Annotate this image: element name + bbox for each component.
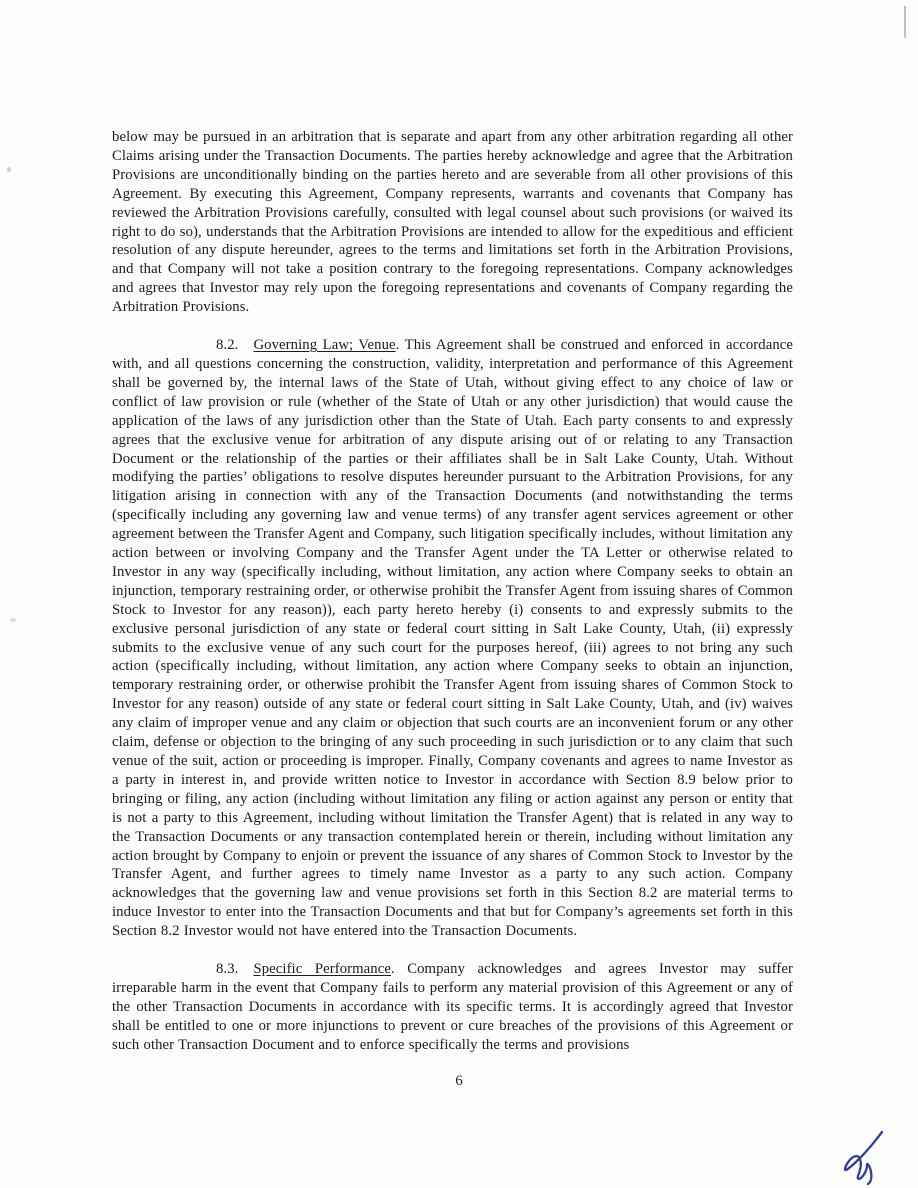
paragraph-section-8-2: [112, 336, 793, 941]
paragraph-body: below may be pursued in an arbitration that is separate and apart from any other arbitration regarding all other Claims arising under the Transaction Documents. The parties hereby acknowledge and agree that the Arbitration Provisions are unconditionally binding on the parties hereto and are severable from all other provisions of this Agreement. By executing this Agreement, Company represents, warrants and covenants that Company has reviewed the Arbitration Provisions carefully, consulted with legal counsel about such provisions (or waived its right to do so), understands that the Arbitration Provisions are intended to allow for the expeditious and efficient resolution of any dispute hereunder, agrees to the terms and limitations set forth in the Arbitration Provisions, and that Company will not take a position contrary to the foregoing representations. Company acknowledges and agrees that Investor may rely upon the foregoing representations and covenants of Company regarding the Arbitration Provisions.: [112, 129, 793, 316]
scan-artifact-line: [904, 6, 906, 38]
body-text-block: [112, 128, 793, 1055]
paragraph-body: . Company acknowledges and agrees Investor may suffer irreparable harm in the event that Company fails to perform any material provision of this Agreement or any of the other Transaction Documents in accordance with its specific terms. It is accordingly agreed that Investor shall be entitled to one or more injunctions to prevent or cure breaches of the provisions of this Agreement or such other Transaction Document and to enforce specifically the terms and provisions: [112, 961, 793, 1053]
section-number: 8.2.: [216, 337, 239, 354]
section-number: 8.3.: [216, 961, 239, 978]
paragraph-arbitration-continuation: [112, 128, 793, 317]
scan-artifact-speck: [7, 167, 11, 172]
section-heading-specific-performance: Specific Performance: [253, 961, 391, 978]
handwritten-initials: [838, 1128, 890, 1186]
page-number: 6: [455, 1073, 463, 1089]
paragraph-body: . This Agreement shall be construed and enforced in accordance with, and all questions concerning the construction, validity, interpretation and performance of this Agreement shall be governed by, the internal laws of the State of Utah, without giving effect to any choice of law or conflict of law provision or rule (whether of the State of Utah or any other jurisdiction) that would cause the application of the laws of any jurisdiction other than the State of Utah. Each party consents to and expressly agrees that the exclusive venue for arbitration of any dispute arising out of or relating to any Transaction Document or the relationship of the parties or their affiliates shall be in Salt Lake County, Utah. Without modifying the parties’ obligations to resolve disputes hereunder pursuant to the Arbitration Provisions, for any litigation arising in connection with any of the Transaction Documents (and notwithstanding the terms (specifically including any governing law and venue terms) of any transfer agent services agreement or other agreement between the Transfer Agent and Company, such litigation specifically includes, without limitation any action between or involving Company and the Transfer Agent under the TA Letter or otherwise related to Investor in any way (specifically including, without limitation, any action where Company seeks to obtain an injunction, temporary restraining order, or otherwise prohibit the Transfer Agent from issuing shares of Common Stock to Investor for any reason)), each party hereto hereby (i) consents to and expressly submits to the exclusive personal jurisdiction of any state or federal court sitting in Salt Lake County, Utah, (ii) expressly submits to the exclusive venue of any such court for the purposes hereof, (iii) agrees to not bring any such action (specifically including, without limitation, any action where Company seeks to obtain an injunction, temporary restraining order, or otherwise prohibit the Transfer Agent from issuing shares of Common Stock to Investor for any reason) outside of any state or federal court sitting in Salt Lake County, Utah, and (iv) waives any claim of improper venue and any claim or objection that such courts are an inconvenient forum or any other claim, defense or objection to the bringing of any such proceeding in such jurisdiction or to any claim that such venue of the suit, action or proceeding is improper. Finally, Company covenants and agrees to name Investor as a party in interest in, and provide written notice to Investor in accordance with Section 8.9 below prior to bringing or filing, any action (including without limitation any filing or action against any person or entity that is not a party to this Agreement, including without limitation the Transfer Agent) that is related in any way to the Transaction Documents or any transaction contemplated herein or therein, including without limitation any action brought by Company to enjoin or prevent the issuance of any shares of Common Stock to Investor by the Transfer Agent, and further agrees to timely name Investor as a party to any such action. Company acknowledges that the governing law and venue provisions set forth in this Section 8.2 are material terms to induce Investor to enter into the Transaction Documents and that but for Company’s agreements set forth in this Section 8.2 Investor would not have entered into the Transaction Documents.: [112, 337, 793, 940]
section-heading-governing-law-venue: Governing Law; Venue: [253, 337, 396, 354]
scan-artifact-speck: [10, 618, 16, 622]
paragraph-section-8-3: [112, 960, 793, 1055]
